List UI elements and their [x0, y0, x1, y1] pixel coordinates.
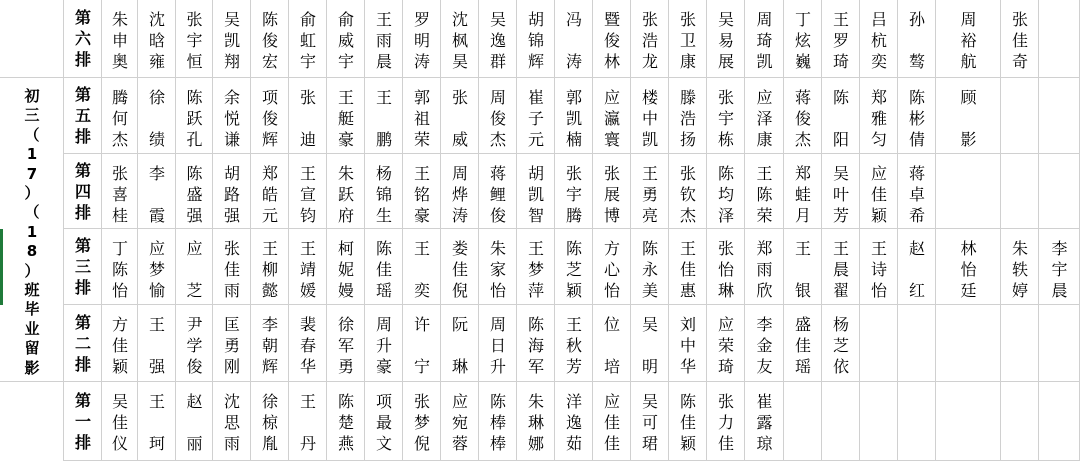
student-name-cell[interactable]: 王 铭 豪 [413, 164, 430, 225]
student-name-cell[interactable]: 蒋 卓 希 [908, 164, 925, 225]
student-name-cell[interactable]: 盛 佳 瑶 [794, 315, 811, 376]
student-name-cell[interactable]: 朱 轶 婷 [1011, 239, 1028, 300]
student-name-cell[interactable]: 陈 棒 棒 [489, 392, 506, 453]
student-name-cell[interactable]: 应 佳 佳 [603, 392, 620, 453]
student-name-cell[interactable]: 罗 明 涛 [413, 10, 430, 71]
student-name-cell[interactable]: 徐 椋 胤 [261, 392, 278, 453]
student-name-cell[interactable]: 王 艇 豪 [337, 88, 354, 149]
student-name-cell[interactable]: 陈 盛 强 [186, 164, 203, 225]
student-name-cell[interactable]: 陈 楚 燕 [337, 392, 354, 453]
student-name-cell[interactable]: 张 宇 腾 [565, 164, 582, 225]
student-name-cell[interactable]: 蒋 鲤 俊 [489, 164, 506, 225]
student-name-cell[interactable]: 郑 皓 元 [261, 164, 278, 225]
student-name-cell[interactable]: 周 琦 凯 [756, 10, 773, 71]
student-name-cell[interactable]: 张 佳 奇 [1011, 10, 1028, 71]
student-name-cell[interactable]: 李 霞 [148, 164, 165, 225]
grid-line-vertical [744, 0, 745, 461]
student-name-cell[interactable]: 吕 杭 奕 [870, 10, 887, 71]
grid-line-horizontal [64, 153, 1080, 154]
student-name-cell[interactable]: 阮 琳 [451, 315, 468, 376]
student-name-cell[interactable]: 王 靖 媛 [299, 239, 316, 300]
student-name-cell[interactable]: 李 朝 辉 [261, 315, 278, 376]
student-name-cell[interactable]: 应 佳 颖 [870, 164, 887, 225]
student-name-cell[interactable]: 王 罗 琦 [832, 10, 849, 71]
student-name-cell[interactable]: 吴 易 展 [717, 10, 734, 71]
student-name-cell[interactable]: 项 最 文 [375, 392, 392, 453]
grid-line-vertical [137, 0, 138, 461]
student-name-cell[interactable]: 孙 骜 [908, 10, 925, 71]
title-char: （ [24, 125, 40, 144]
title-char: （ [24, 203, 40, 222]
student-name-cell[interactable]: 郑 雨 欣 [756, 239, 773, 300]
student-name-cell[interactable]: 张 卫 康 [679, 10, 696, 71]
grid-line-vertical [175, 0, 176, 461]
student-name-cell[interactable]: 陈 跃 孔 [186, 88, 203, 149]
grid-line-vertical [1000, 0, 1001, 461]
student-name-cell[interactable]: 陈 海 军 [527, 315, 544, 376]
grid-line-horizontal [0, 381, 1080, 382]
chart-title [0, 78, 64, 382]
student-name-cell[interactable]: 娄 佳 倪 [451, 239, 468, 300]
student-name-cell[interactable]: 吴 凯 翔 [223, 10, 240, 71]
grid-line-vertical [440, 0, 441, 461]
title-char: 业 [24, 319, 40, 338]
student-name-cell[interactable]: 崔 子 元 [527, 88, 544, 149]
student-name-cell[interactable]: 陈 俊 宏 [261, 10, 278, 71]
student-name-cell[interactable]: 吴 逸 群 [489, 10, 506, 71]
student-name-cell[interactable]: 李 宇 晨 [1051, 239, 1068, 300]
grid-line-vertical [935, 0, 936, 461]
student-name-cell[interactable]: 刘 中 华 [679, 315, 696, 376]
student-name-cell[interactable]: 张 迪 [299, 88, 316, 149]
student-name-cell[interactable]: 张 梦 倪 [413, 392, 430, 453]
row-label: 第 五 排 [74, 85, 91, 146]
student-name-cell[interactable]: 徐 绩 [148, 88, 165, 149]
student-name-cell[interactable]: 张 怡 琳 [717, 239, 734, 300]
student-name-cell[interactable]: 顾 影 [960, 88, 977, 149]
student-name-cell[interactable]: 王 珂 [148, 392, 165, 453]
row-label: 第 二 排 [74, 312, 91, 374]
student-name-cell[interactable]: 李 金 友 [756, 315, 773, 376]
cell-selection-marker [0, 229, 3, 305]
row-label: 第 三 排 [74, 236, 91, 297]
student-name-cell[interactable]: 王 勇 亮 [641, 164, 658, 225]
student-name-cell[interactable]: 王 鹏 [375, 88, 392, 149]
student-name-cell[interactable]: 郭 凯 楠 [565, 88, 582, 149]
student-name-cell[interactable]: 郭 祖 荣 [413, 88, 430, 149]
student-name-cell[interactable]: 王 宣 钧 [299, 164, 316, 225]
student-name-cell[interactable]: 王 梦 萍 [527, 239, 544, 300]
student-name-cell[interactable]: 丁 炫 巍 [794, 10, 811, 71]
grid-line-vertical [783, 0, 784, 461]
student-name-cell[interactable]: 丁 陈 怡 [111, 239, 128, 300]
title-char: ） [24, 184, 40, 202]
grid-line-vertical [250, 0, 251, 461]
grid-line-vertical [63, 0, 64, 461]
grid-line-vertical [592, 0, 593, 461]
title-char: 1 [26, 145, 38, 164]
student-name-cell[interactable]: 应 泽 康 [756, 88, 773, 149]
row-label: 第 六 排 [74, 8, 91, 69]
title-char: 毕 [24, 300, 40, 319]
student-name-cell[interactable]: 吴 明 [641, 315, 658, 376]
grid-line-vertical [668, 0, 669, 461]
title-char: 影 [24, 358, 40, 377]
student-name-cell[interactable]: 滕 浩 扬 [679, 88, 696, 149]
student-name-cell[interactable]: 周 烨 涛 [451, 164, 468, 225]
student-name-cell[interactable]: 柯 妮 嫚 [337, 239, 354, 300]
grid-line-vertical [859, 0, 860, 461]
student-name-cell[interactable]: 项 俊 辉 [261, 88, 278, 149]
student-name-cell[interactable]: 应 芝 [186, 239, 203, 300]
student-name-cell[interactable]: 张 力 佳 [717, 392, 734, 453]
student-name-cell[interactable]: 余 悦 谦 [223, 88, 240, 149]
student-name-cell[interactable]: 王 银 [794, 239, 811, 300]
student-name-cell[interactable]: 张 喜 桂 [111, 164, 128, 225]
student-name-cell[interactable]: 王 秋 芳 [565, 315, 582, 376]
student-name-cell[interactable]: 裴 春 华 [299, 315, 316, 376]
student-name-cell[interactable]: 王 佳 惠 [679, 239, 696, 300]
student-name-cell[interactable]: 朱 申 奥 [111, 10, 128, 71]
student-name-cell[interactable]: 王 丹 [299, 392, 316, 453]
student-name-cell[interactable]: 张 威 [451, 88, 468, 149]
grid-line-vertical [326, 0, 327, 461]
title-char: ） [24, 261, 40, 280]
title-char: 8 [26, 242, 38, 261]
student-name-cell[interactable]: 张 宇 恒 [186, 10, 203, 71]
student-name-cell[interactable]: 俞 威 宇 [337, 10, 354, 71]
student-name-cell[interactable]: 张 浩 龙 [641, 10, 658, 71]
student-name-cell[interactable]: 朱 跃 府 [337, 164, 354, 225]
student-name-cell[interactable]: 王 雨 晨 [375, 10, 392, 71]
student-name-cell[interactable]: 陈 彬 倩 [908, 88, 925, 149]
grid-line-vertical [212, 0, 213, 461]
student-name-cell[interactable]: 应 荣 琦 [717, 315, 734, 376]
student-name-cell[interactable]: 胡 路 强 [223, 164, 240, 225]
student-name-cell[interactable]: 沈 晗 雍 [148, 10, 165, 71]
student-name-cell[interactable]: 暨 俊 林 [603, 10, 620, 71]
student-name-cell[interactable]: 周 俊 杰 [489, 88, 506, 149]
student-name-cell[interactable]: 周 裕 航 [960, 10, 977, 71]
student-name-cell[interactable]: 周 日 升 [489, 315, 506, 376]
title-char: 留 [24, 339, 40, 358]
student-name-cell[interactable]: 沈 枫 昊 [451, 10, 468, 71]
grid-line-vertical [364, 0, 365, 461]
student-name-cell[interactable]: 张 展 博 [603, 164, 620, 225]
row-label: 第 一 排 [74, 390, 91, 452]
student-name-cell[interactable]: 张 宇 栋 [717, 88, 734, 149]
student-name-cell[interactable]: 陈 芝 颖 [565, 239, 582, 300]
grid-line-horizontal [0, 77, 1080, 78]
student-name-cell[interactable]: 尹 学 俊 [186, 315, 203, 376]
student-name-cell[interactable]: 王 陈 荣 [756, 164, 773, 225]
grid-line-vertical [821, 0, 822, 461]
student-name-cell[interactable]: 杨 芝 依 [832, 315, 849, 376]
title-char: 初 [24, 87, 40, 105]
grid-line-vertical [516, 0, 517, 461]
student-name-cell[interactable]: 蒋 俊 杰 [794, 88, 811, 149]
student-name-cell[interactable]: 郑 蛙 月 [794, 164, 811, 225]
student-name-cell[interactable]: 吴 佳 仪 [111, 392, 128, 453]
student-name-cell[interactable]: 崔 露 琼 [756, 392, 773, 453]
student-name-cell[interactable]: 陈 阳 [832, 88, 849, 149]
title-char: 7 [26, 164, 38, 183]
title-char: 1 [26, 222, 38, 241]
student-name-cell[interactable]: 王 晨 翟 [832, 239, 849, 300]
student-name-cell[interactable]: 楼 中 凯 [641, 88, 658, 149]
grid-line-vertical [1038, 0, 1039, 461]
student-name-cell[interactable]: 冯 涛 [565, 10, 582, 71]
student-name-cell[interactable]: 王 柳 懿 [261, 239, 278, 300]
student-name-cell[interactable]: 徐 军 勇 [337, 315, 354, 376]
student-name-cell[interactable]: 杨 锦 生 [375, 164, 392, 225]
student-name-cell[interactable]: 胡 锦 辉 [527, 10, 544, 71]
student-name-cell[interactable]: 陈 佳 瑶 [375, 239, 392, 300]
student-name-cell[interactable]: 朱 琳 娜 [527, 392, 544, 453]
title-char: 班 [24, 281, 40, 299]
student-name-cell[interactable]: 腾 何 杰 [111, 88, 128, 149]
student-name-cell[interactable]: 陈 永 美 [641, 239, 658, 300]
grid-line-horizontal [64, 304, 1080, 305]
grid-line-vertical [402, 0, 403, 461]
grid-line-vertical [288, 0, 289, 461]
student-name-cell[interactable]: 匡 勇 刚 [223, 315, 240, 376]
student-name-cell[interactable]: 应 梦 愉 [148, 239, 165, 300]
student-name-cell[interactable]: 周 升 豪 [375, 315, 392, 376]
student-name-cell[interactable]: 王 诗 怡 [870, 239, 887, 300]
student-name-cell[interactable]: 陈 佳 颖 [679, 392, 696, 453]
student-name-cell[interactable]: 应 宛 蓉 [451, 392, 468, 453]
student-name-cell[interactable]: 王 奕 [413, 239, 430, 300]
student-name-cell[interactable]: 许 宁 [413, 315, 430, 376]
grid-line-vertical [630, 0, 631, 461]
row-label: 第 四 排 [74, 160, 91, 222]
title-char: 三 [24, 106, 40, 125]
grid-line-vertical [706, 0, 707, 461]
grid-line-vertical [478, 0, 479, 461]
student-name-cell[interactable]: 俞 虹 宇 [299, 10, 316, 71]
student-name-cell[interactable]: 张 钦 杰 [679, 164, 696, 225]
student-name-cell[interactable]: 郑 雅 匀 [870, 88, 887, 149]
student-name-cell[interactable]: 王 强 [148, 315, 165, 376]
student-name-cell[interactable]: 赵 红 [908, 239, 925, 300]
student-name-cell[interactable]: 林 怡 廷 [960, 239, 977, 300]
grid-line-horizontal [64, 228, 1080, 229]
student-name-cell[interactable]: 应 瀛 寰 [603, 88, 620, 149]
student-name-cell[interactable]: 方 佳 颖 [111, 315, 128, 376]
student-name-cell[interactable]: 位 培 [603, 315, 620, 376]
student-name-cell[interactable]: 方 心 怡 [603, 239, 620, 300]
student-name-cell[interactable]: 吴 可 珺 [641, 392, 658, 453]
student-name-cell[interactable]: 陈 均 泽 [717, 164, 734, 225]
grid-line-vertical [897, 0, 898, 461]
student-name-cell[interactable]: 胡 凯 智 [527, 164, 544, 225]
grid-line-vertical [101, 0, 102, 461]
student-name-cell[interactable]: 朱 家 怡 [489, 239, 506, 300]
student-name-cell[interactable]: 吴 叶 芳 [832, 164, 849, 225]
student-name-cell[interactable]: 洋 逸 茹 [565, 392, 582, 453]
student-name-cell[interactable]: 赵 丽 [186, 392, 203, 453]
student-name-cell[interactable]: 张 佳 雨 [223, 239, 240, 300]
grid-line-vertical [554, 0, 555, 461]
student-name-cell[interactable]: 沈 思 雨 [223, 392, 240, 453]
